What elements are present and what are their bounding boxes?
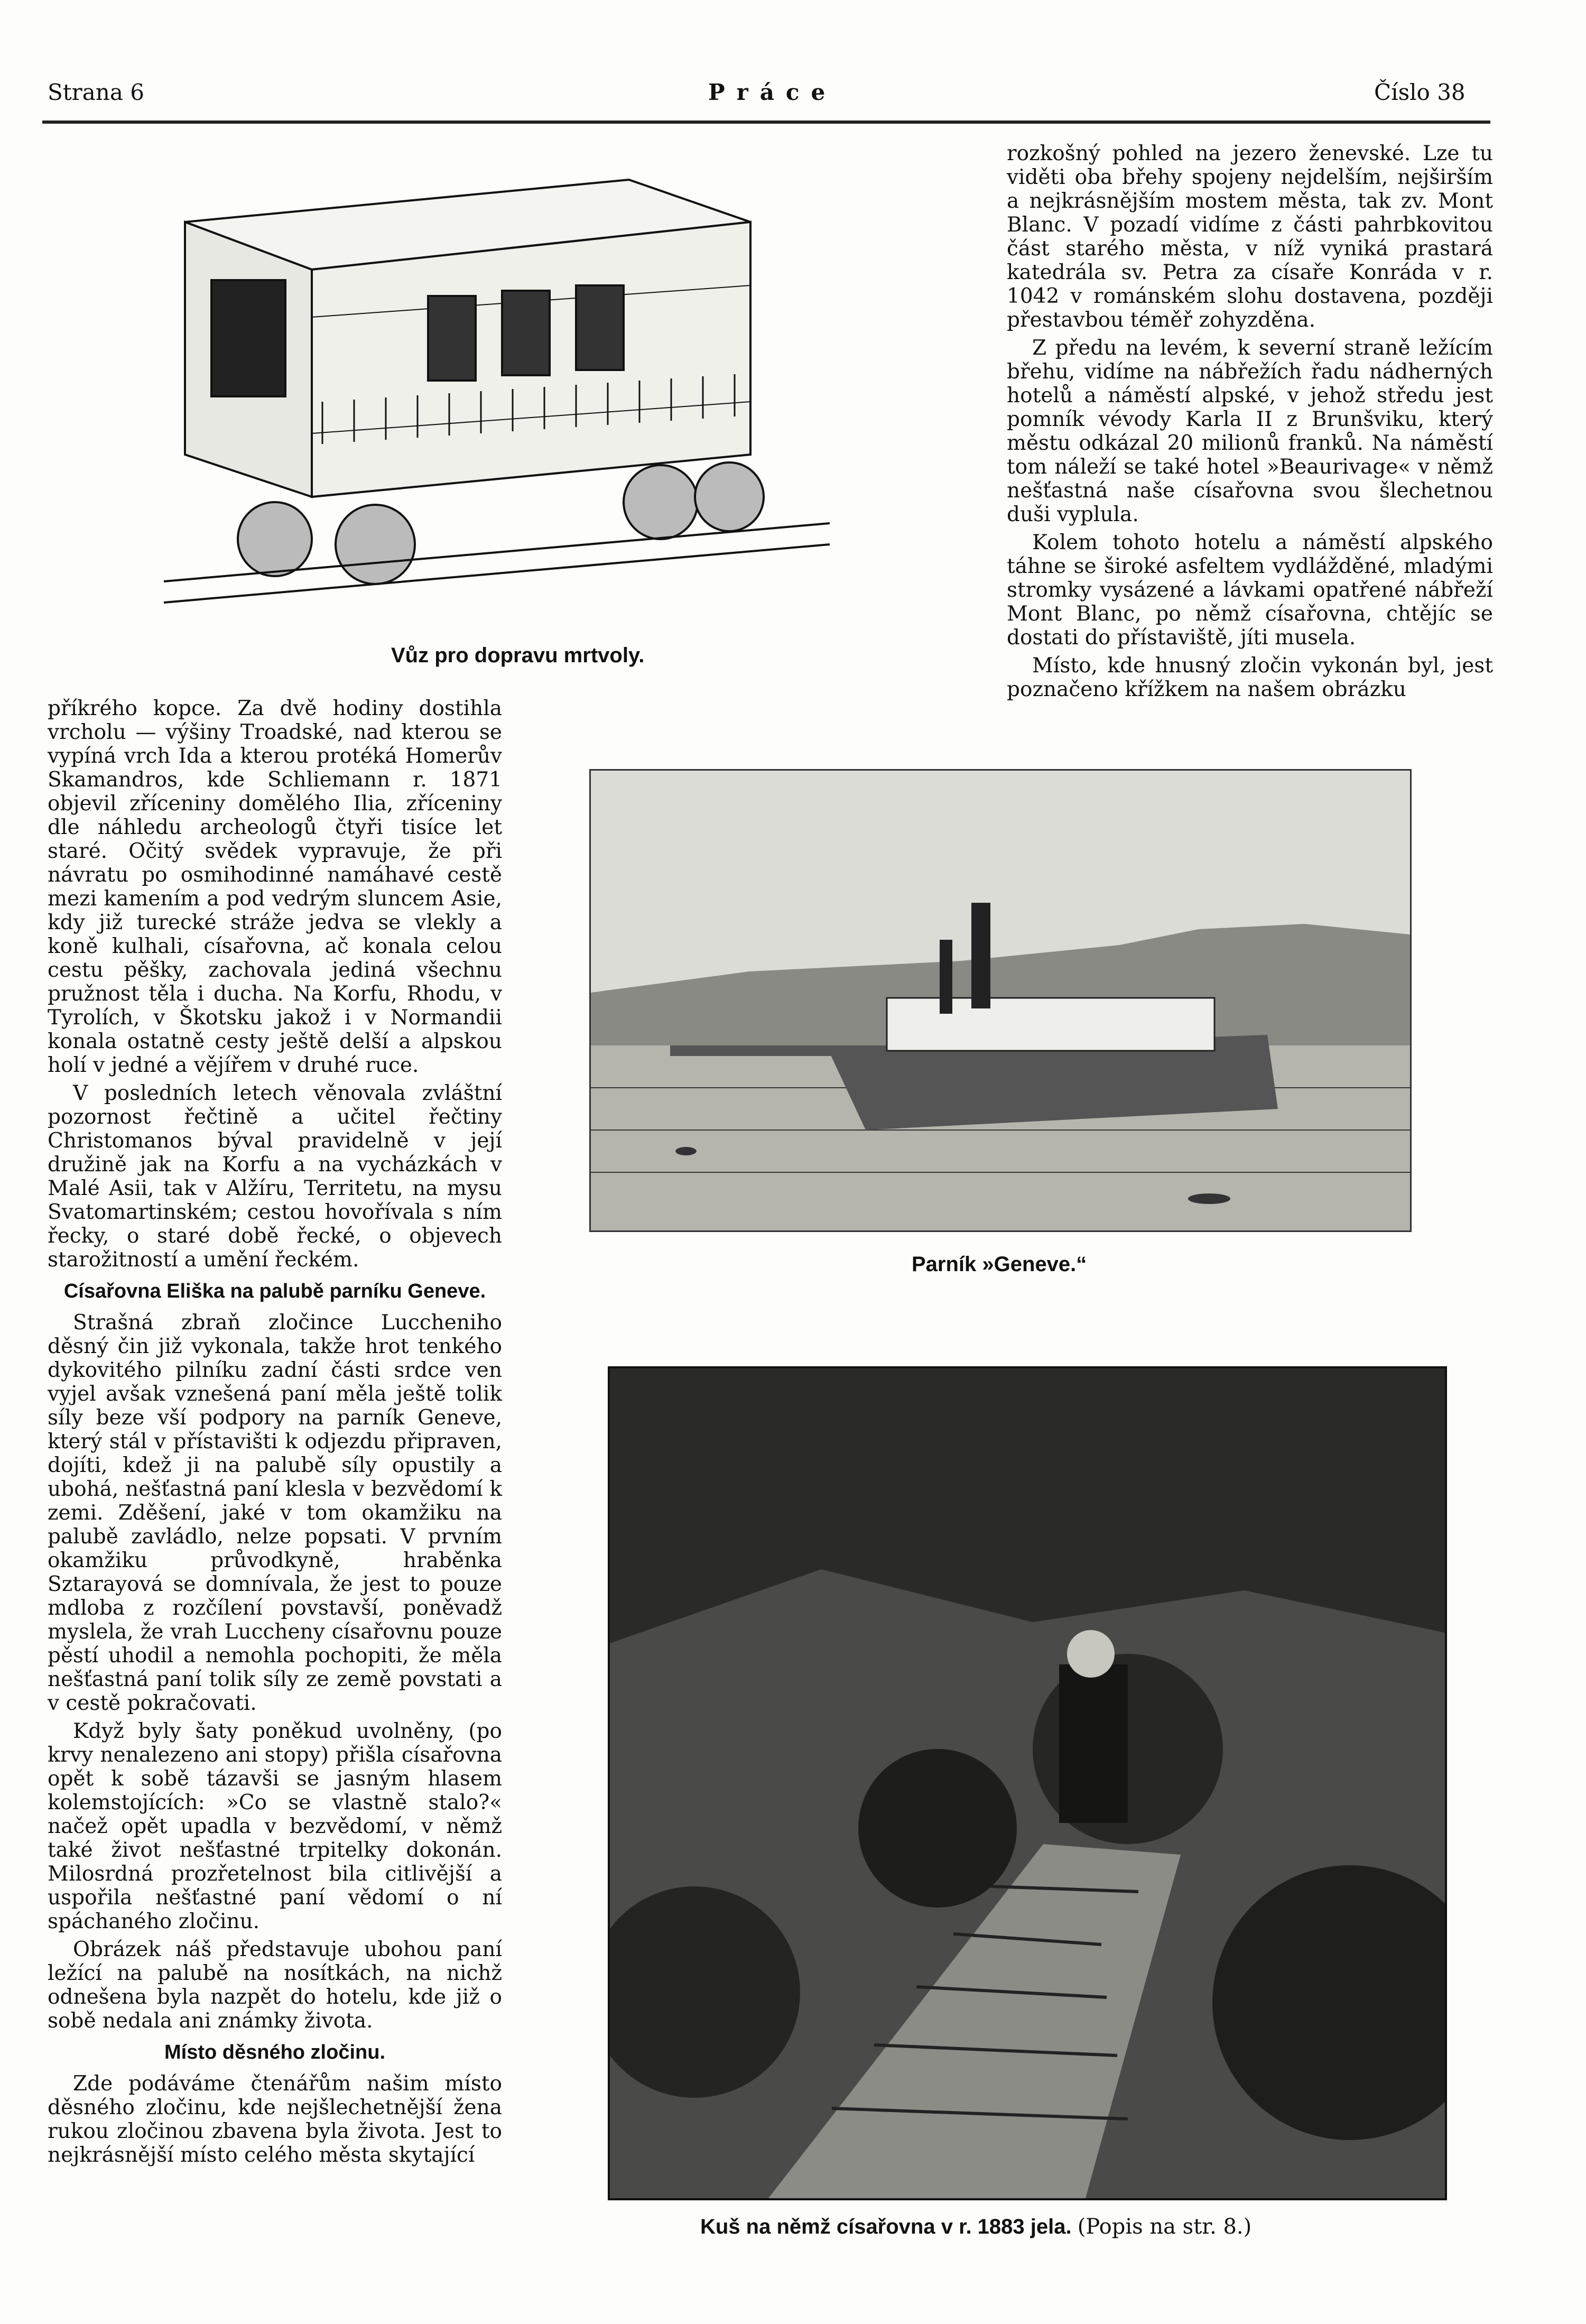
paragraph: Strašná zbraň zločince Luccheniho děsný čin již vykonala, takže hrot tenkého dykovitého pilníku zadní části srdce ven vyjel avšak vznešená paní měla ještě tolik síly beze vší podpory na parník Geneve, který stál v přístavišti k odjezdu připraven, dojíti, kdež ji na palubě síly opustily a ubohá, nešťastná paní klesla v bezvědomí k zemi. Zděšení, jaké v tom okamžiku na palubě zavládlo, nelze popsati. V prvním okamžiku průvodkyně, hraběnka Sztarayová se domnívala, že jest to pouze mdloba z rozčílení povstavší, poněvadž myslela, že vrah Luccheny císařovnu pouze pěstí uhodil a nemohla pochopiti, že měla nešťastná paní tolik síly ze země povstati a v cestě pokračovati. bbox=[48, 1311, 502, 1715]
masthead-title: Práce bbox=[708, 79, 837, 105]
paragraph: V posledních letech věnovala zvláštní pozornost řečtině a učitel řečtiny Christomanos býval pravidelně v její družině jak na Korfu a na vycházkách v Malé Asii, tak v Alžíru, Territetu, na mysu Svatomartinském; cestou hovořívala s ním řecky, o staré době řecké, o objevech starožitností a umění řeckém. bbox=[48, 1081, 502, 1272]
paragraph: Když byly šaty poněkud uvolněny, (po krvy nenalezeno ani stopy) přišla císařovna opět k sobě tázavši se jasným hlasem kolemstojících: »Co se vlastně stalo?« načež opět upadla v bezvědomí, v němž také život nešťastné trpitelky dokonán. Milosrdná prozřetelnost bila citlivější a uspořila nešťastné paní vědomí o ní spáchaného zločinu. bbox=[48, 1719, 502, 1933]
paragraph: Obrázek náš představuje ubohou paní ležící na palubě na nosítkách, na nichž odnešena byla nazpět do hotelu, kde již o sobě nedala ani známky života. bbox=[48, 1938, 502, 2033]
paragraph: Místo, kde hnusný zločin vykonán byl, jest poznačeno křížkem na našem obrázku bbox=[1007, 654, 1493, 701]
steamer-caption: Parník »Geneve.“ bbox=[912, 1253, 1087, 1276]
page-number: Strana 6 bbox=[48, 79, 144, 105]
right-column-text bbox=[1007, 142, 1493, 706]
section-heading: Císařovna Eliška na palubě parníku Geneve. bbox=[63, 1280, 486, 1302]
railway-carriage-icon bbox=[153, 159, 840, 624]
paragraph: rozkošný pohled na jezero ženevské. Lze tu viděti oba břehy spojeny nejdelším, nejširším a nejkrásnějším mostem města, tak zv. Mont Blanc. V pozadí vidíme z části pahrbkovitou část starého města, v níž vyniká prastará katedrála sv. Petra za císaře Konráda v r. 1042 v románském slohu dostavena, později přestavbou téměř zohyzděna. bbox=[1007, 142, 1493, 332]
header-rule bbox=[42, 121, 1490, 124]
left-column-text bbox=[48, 697, 502, 2171]
steamship-icon bbox=[591, 771, 1410, 1230]
pier-caption bbox=[700, 2215, 1251, 2239]
pier-caption-note: (Popis na str. 8.) bbox=[1077, 2215, 1252, 2239]
pier-scene-illustration bbox=[608, 1366, 1447, 2200]
carriage-caption: Vůz pro dopravu mrtvoly. bbox=[391, 644, 645, 667]
railway-carriage-illustration bbox=[153, 159, 840, 624]
issue-number: Číslo 38 bbox=[1374, 79, 1466, 105]
paragraph: Z předu na levém, k severní straně ležícím břehu, vidíme na nábřežích řadu nádherných hotelů a náměstí alpské, v jehož středu jest pomník vévody Karla II z Brunšviku, který městu odkázal 20 milionů franků. Na náměstí tom náleží se také hotel »Beaurivage« v němž nešťastná naše císařovna svou šlechetnou duši vyplula. bbox=[1007, 336, 1493, 526]
pier-scene-icon bbox=[610, 1368, 1445, 2198]
paragraph: příkrého kopce. Za dvě hodiny dostihla vrcholu — výšiny Troadské, nad kterou se vypíná vrch Ida a kterou protéká Homerův Skamandros, kde Schliemann r. 1871 objevil zříceniny domělého Ilia, zříceniny dle náhledu archeologů čtyři tisíce let staré. Očitý svědek vypravuje, že při návratu po osmihodinné namáhavé cestě mezi kamením a pod vedrým sluncem Asie, kdy již turecké stráže jedva se vlekly a koně kulhali, císařovna, ač konala celou cestu pěšky, zachovala jediná všechnu pružnost těla i ducha. Na Korfu, Rhodu, v Tyrolích, v Škotsku jakož i v Normandii konala ostatně cesty ještě delší a alpskou holí v jedné a vějířem v druhé ruce. bbox=[48, 697, 502, 1077]
paragraph: Kolem tohoto hotelu a náměstí alpského táhne se široké asfeltem vydlážděné, mladými stromky vysázené a lávkami opatřené nábřeží Mont Blanc, po němž císařovna, chtějíc se dostati do přístaviště, jíti musela. bbox=[1007, 531, 1493, 650]
pier-caption-title: Kuš na němž císařovna v r. 1883 jela. bbox=[700, 2215, 1072, 2238]
steamship-illustration bbox=[589, 769, 1412, 1232]
paragraph: Zde podáváme čtenářům našim místo děsného zločinu, kde nejšlechetnější žena rukou zločinou zbavena byla života. Jest to nejkrásnější místo celého města skytající bbox=[48, 2072, 502, 2167]
section-heading: Místo děsného zločinu. bbox=[164, 2041, 386, 2063]
